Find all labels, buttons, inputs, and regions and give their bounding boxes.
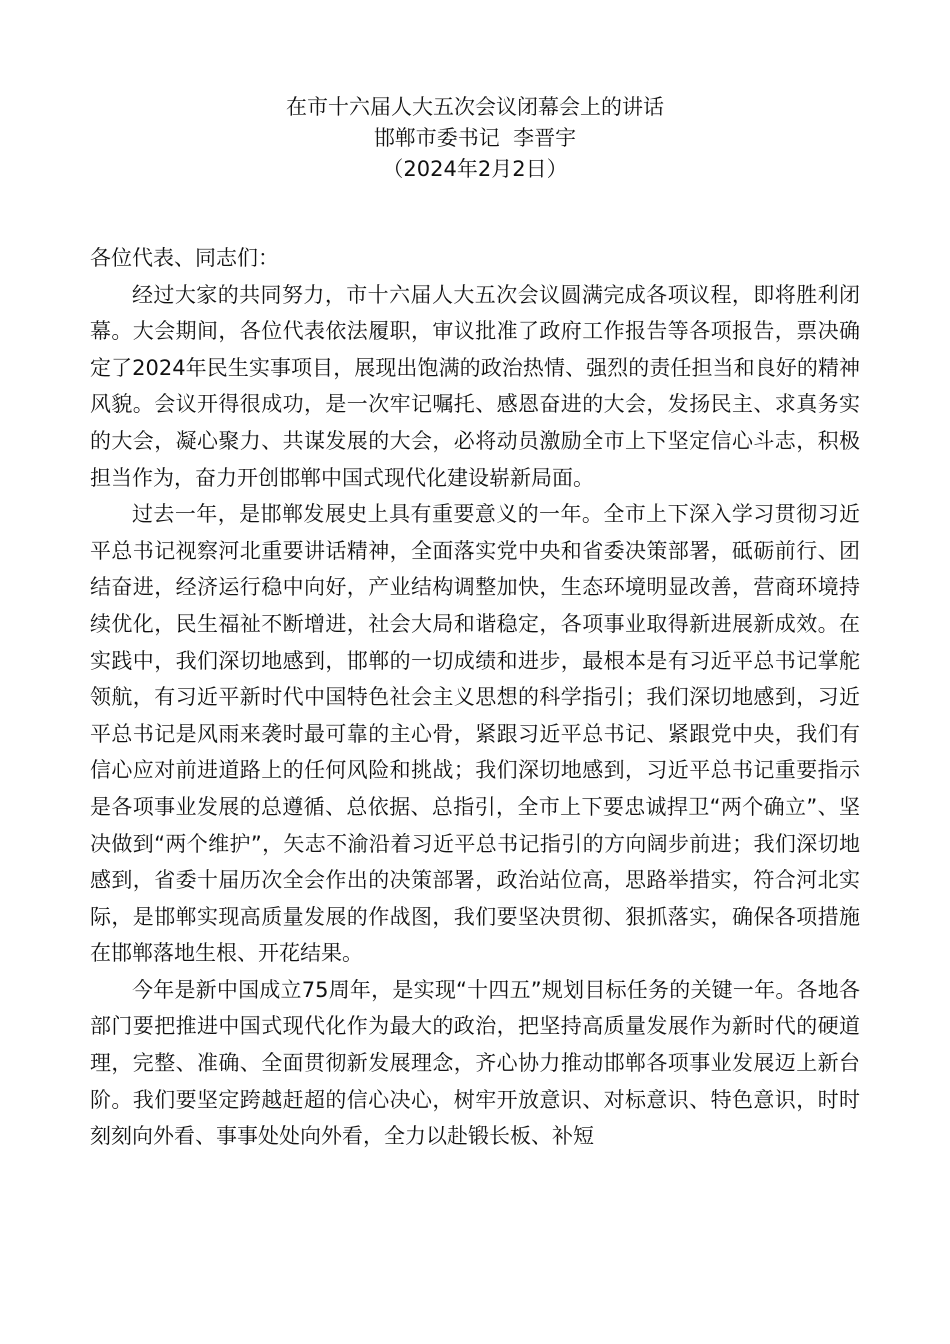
speaker-line: 邯郸市委书记 李晋宇	[373, 126, 577, 150]
document-body	[90, 240, 860, 1155]
paragraph-2: 过去一年，是邯郸发展史上具有重要意义的一年。全市上下深入学习贯彻习近平总书记视察河北重要讲话精神，全面落实党中央和省委决策部署，砥砺前行、团结奋进，经济运行稳中向好，产业结构调整加快，生态环境明显改善，营商环境持续优化，民生福祉不断增进，社会大局和谐稳定，各项事业取得新进展新成效。在实践中，我们深切地感到，邯郸的一切成绩和进步，最根本是有习近平总书记掌舵领航，有习近平新时代中国特色社会主义思想的科学指引；我们深切地感到，习近平总书记是风雨来袭时最可靠的主心骨，紧跟习近平总书记、紧跟党中央，我们有信心应对前进道路上的任何风险和挑战；我们深切地感到，习近平总书记重要指示是各项事业发展的总遵循、总依据、总指引，全市上下要忠诚捍卫“两个确立”、坚决做到“两个维护”，矢志不渝沿着习近平总书记指引的方向阔步前进；我们深切地感到，省委十届历次全会作出的决策部署，政治站位高，思路举措实，符合河北实际，是邯郸实现高质量发展的作战图，我们要坚决贯彻、狠抓落实，确保各项措施在邯郸落地生根、开花结果。	[90, 502, 860, 966]
document-header	[0, 92, 950, 185]
date-line: （2024年2月2日）	[382, 157, 568, 181]
paragraph-1: 经过大家的共同努力，市十六届人大五次会议圆满完成各项议程，即将胜利闭幕。大会期间，各位代表依法履职，审议批准了政府工作报告等各项报告，票决确定了2024年民生实事项目，展现出饱满的政治热情、强烈的责任担当和良好的精神风貌。会议开得很成功，是一次牢记嘱托、感恩奋进的大会，发扬民主、求真务实的大会，凝心聚力、共谋发展的大会，必将动员激励全市上下坚定信心斗志，积极担当作为，奋力开创邯郸中国式现代化建设崭新局面。	[90, 282, 860, 490]
salutation: 各位代表、同志们：	[90, 246, 279, 270]
document-title: 在市十六届人大五次会议闭幕会上的讲话	[286, 95, 664, 119]
paragraph-3: 今年是新中国成立75周年，是实现“十四五”规划目标任务的关键一年。各地各部门要把推进中国式现代化作为最大的政治，把坚持高质量发展作为新时代的硬道理，完整、准确、全面贯彻新发展理念，齐心协力推动邯郸各项事业发展迈上新台阶。我们要坚定跨越赶超的信心决心，树牢开放意识、对标意识、特色意识，时时刻刻向外看、事事处处向外看，全力以赴锻长板、补短	[90, 977, 860, 1149]
